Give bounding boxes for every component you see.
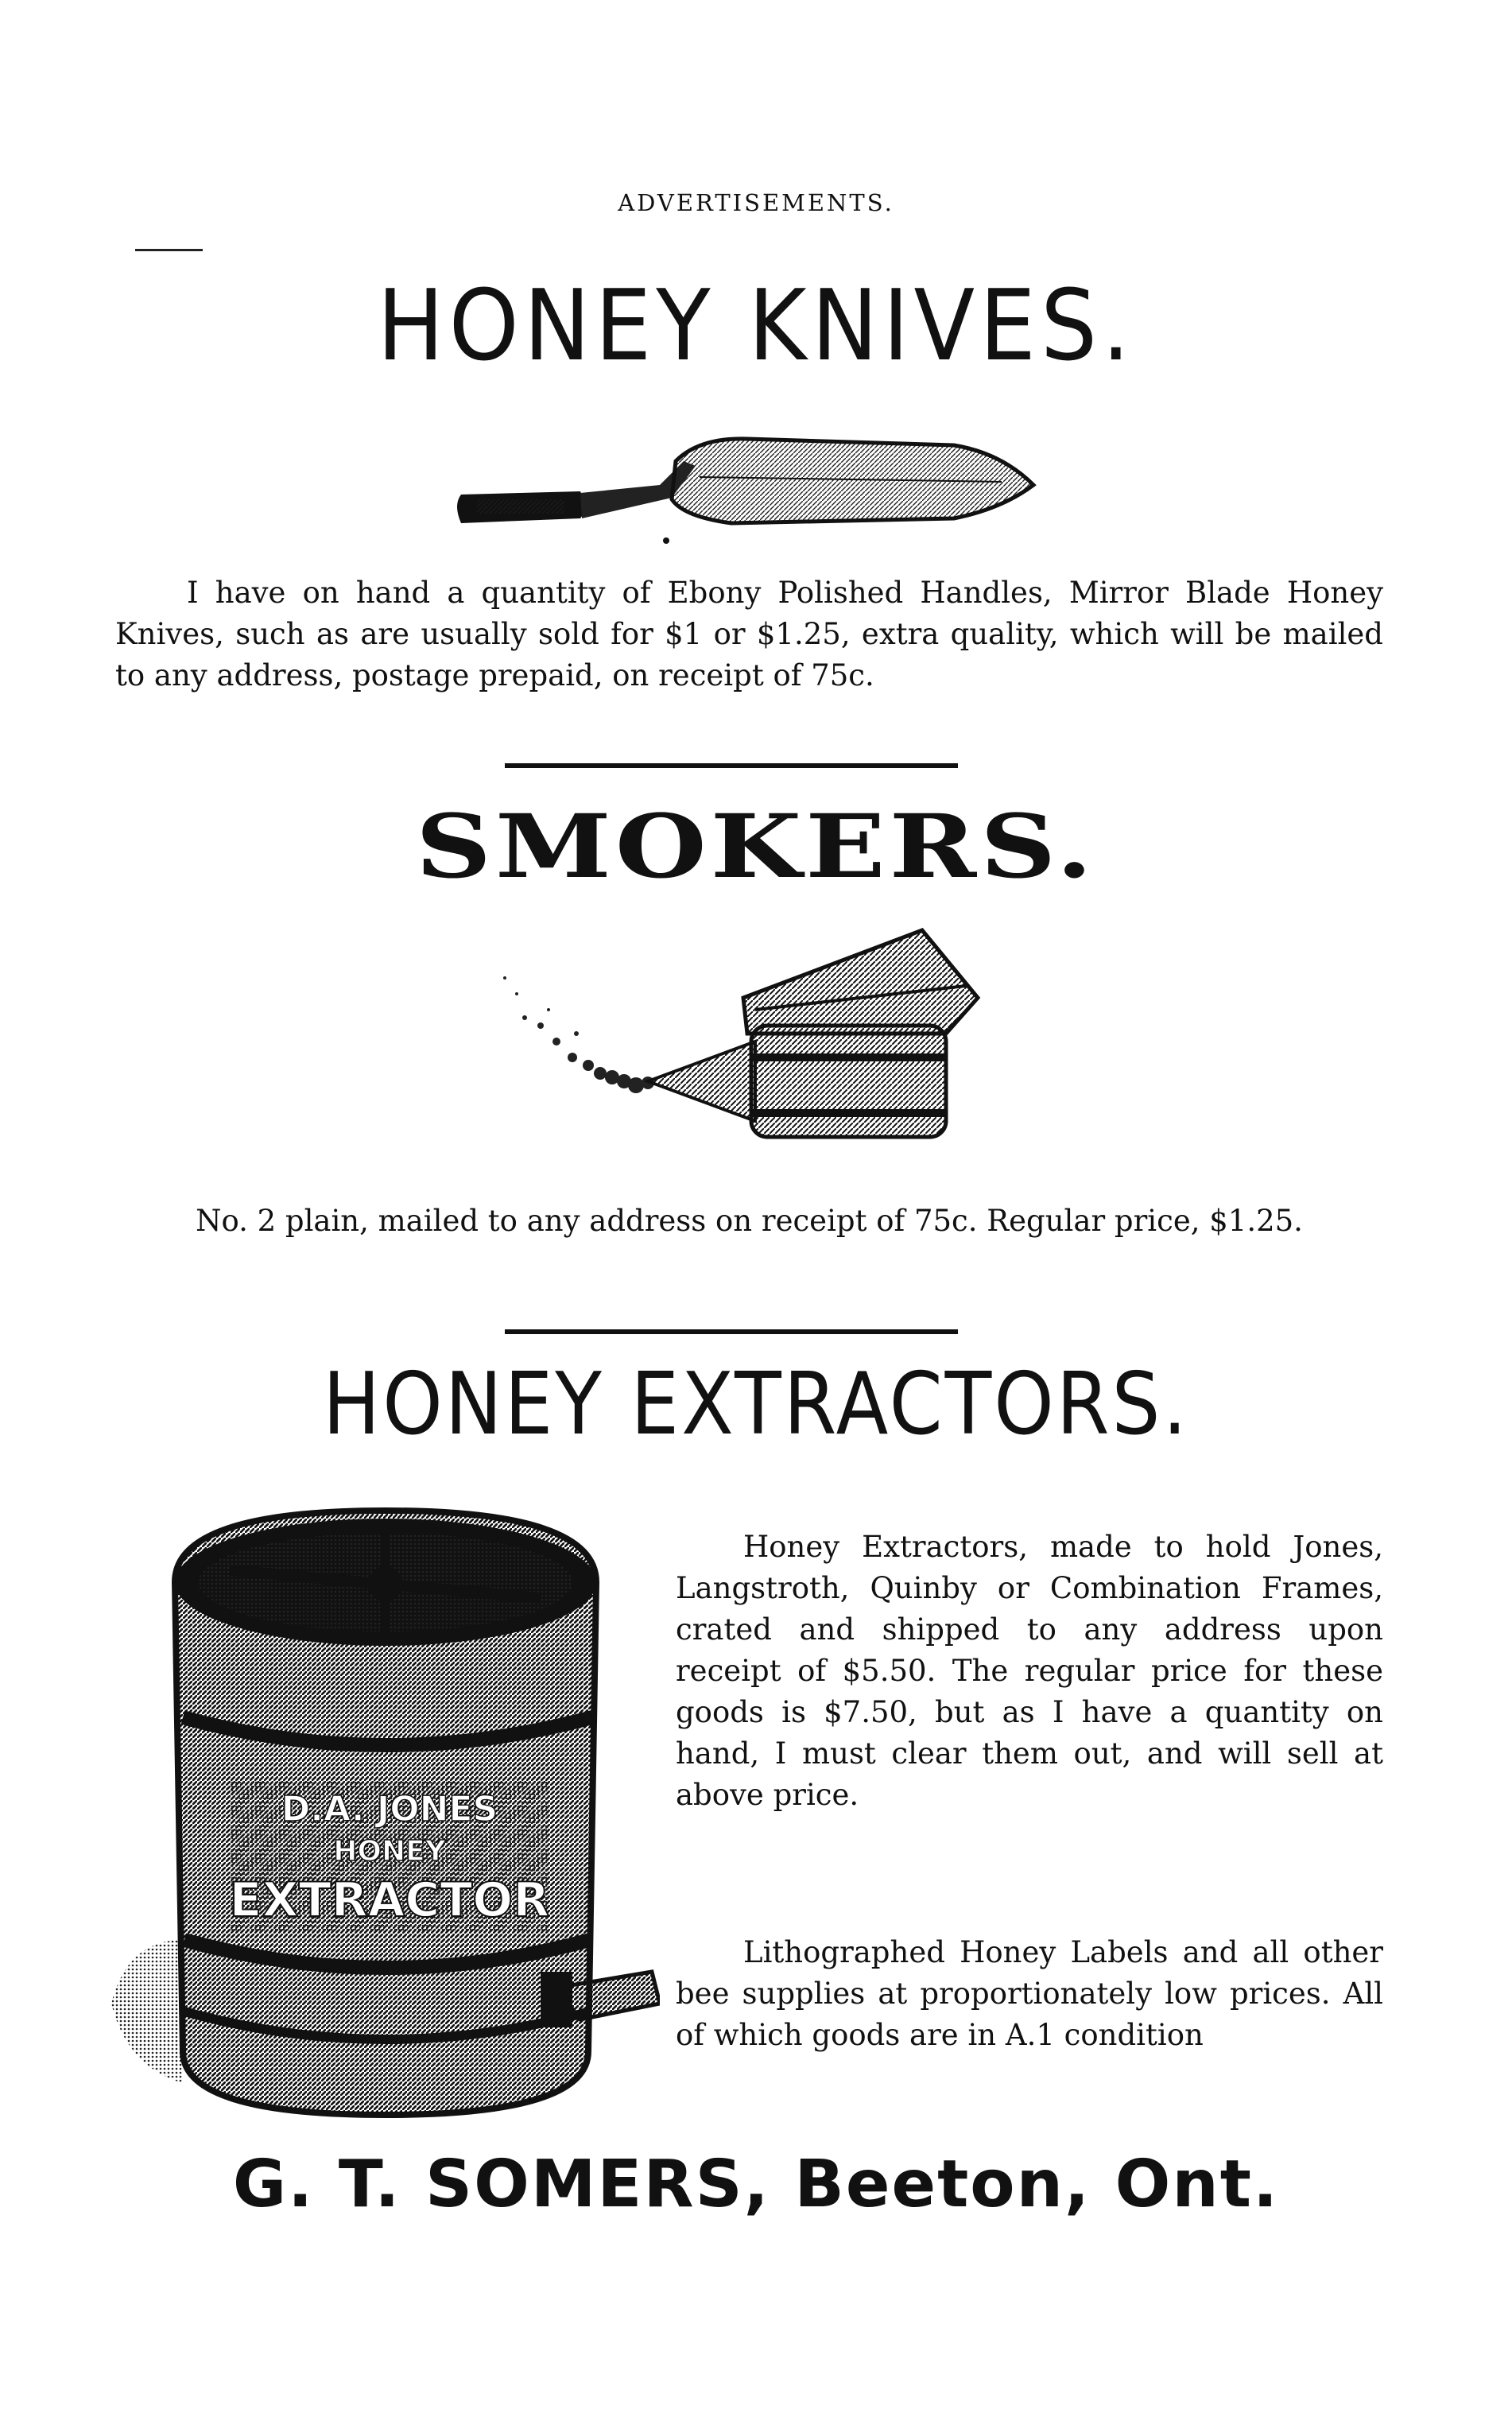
smokers-description: No. 2 plain, mailed to any address on receipt of 75c. Regular price, $1.25. <box>196 1204 1303 1238</box>
section-divider-1 <box>505 763 958 768</box>
page-header: ADVERTISEMENTS. <box>618 189 894 216</box>
supplies-description: Lithographed Honey Labels and all other bee supplies at proportionately low prices. All of which goods are in A.1 condition <box>676 1935 1383 2052</box>
honey-knife-illustration <box>445 429 1049 549</box>
smoker-nozzle <box>648 1042 755 1121</box>
extractors-description: Honey Extractors, made to hold Jones, Langstroth, Quinby or Combination Frames, crated and shipped to any address upon receipt of $5.50. The regular price for these goods is $7.50, but as I have a quantity on hand, I must clear them out, and will sell at above price. <box>676 1530 1383 1812</box>
smoker-bellows <box>743 930 978 1034</box>
extractor-label-line1: D.A. JONES <box>281 1789 498 1829</box>
header-tick-mark <box>135 249 203 251</box>
smokers-title: SMOKERS. <box>415 795 1097 898</box>
honey-extractor-illustration <box>111 1495 660 2131</box>
extractor-label-line2: HONEY <box>333 1835 446 1868</box>
honey-knives-title: HONEY KNIVES. <box>377 269 1135 383</box>
advertiser-name: G. T. SOMERS, Beeton, Ont. <box>232 2147 1280 2222</box>
knives-description: I have on hand a quantity of Ebony Polished Handles, Mirror Blade Honey Knives, such as are usually sold for $1 or $1.25, extra quality, which will be mailed to any address, postage prepaid, on receipt of 75c. <box>115 576 1383 693</box>
smoker-body <box>751 1026 946 1137</box>
smoke-puff <box>503 976 654 1093</box>
extractor-shadow <box>111 1940 183 2083</box>
extractor-label-line3: EXTRACTOR <box>229 1872 550 1928</box>
section-divider-2 <box>505 1329 958 1334</box>
bee-smoker-illustration <box>469 922 986 1153</box>
honey-extractors-title: HONEY EXTRACTORS. <box>323 1354 1189 1454</box>
